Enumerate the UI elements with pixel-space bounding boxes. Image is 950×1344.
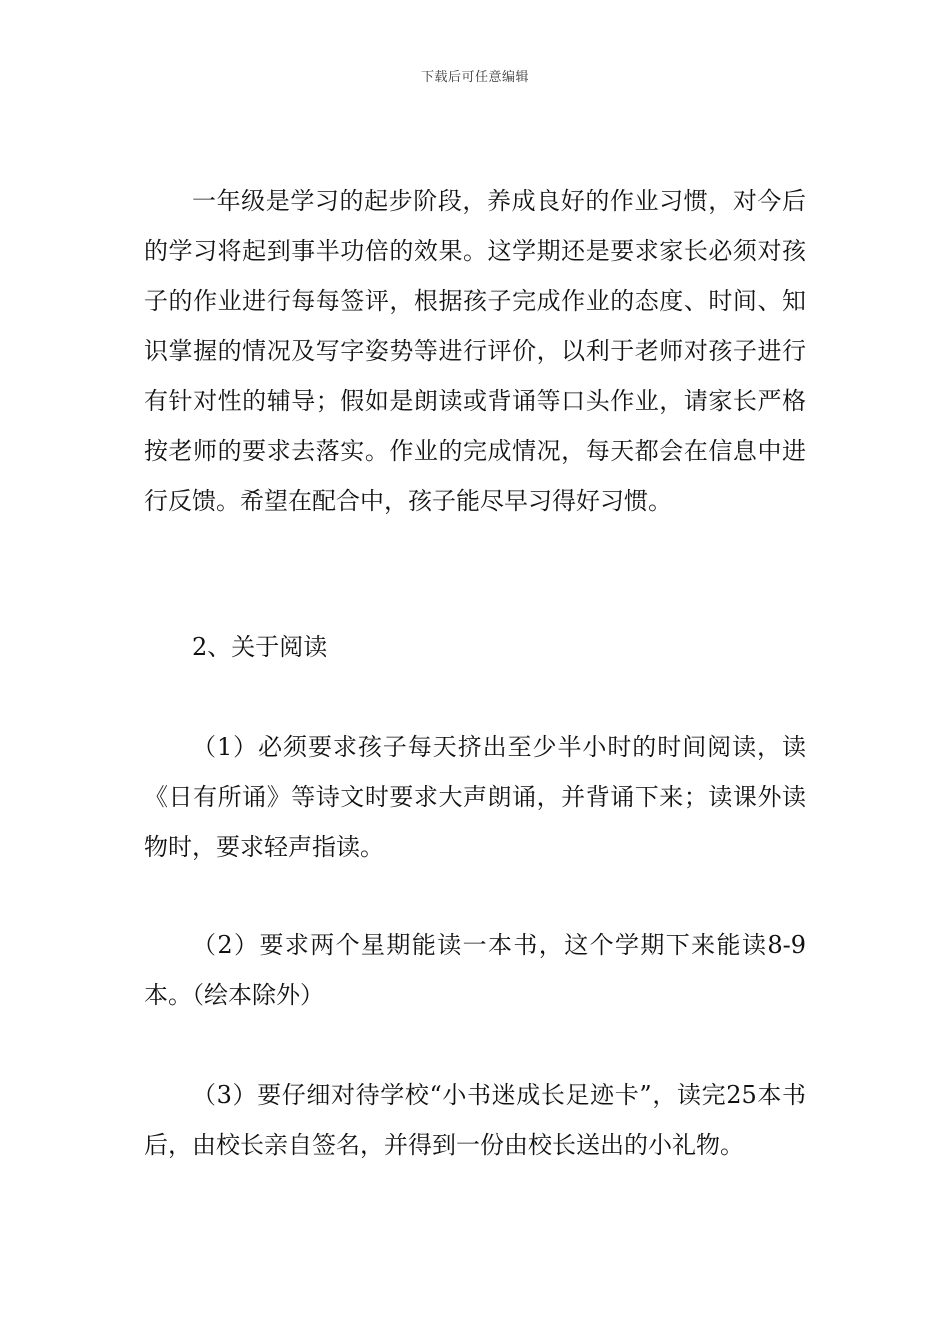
paragraph-homework-habits: 一年级是学习的起步阶段，养成良好的作业习惯，对今后的学习将起到事半功倍的效果。这学期还是要求家长必须对孩子的作业进行每每签评，根据孩子完成作业的态度、时间、知识掌握的情况及写字姿势等进行评价，以利于老师对孩子进行有针对性的辅导；假如是朗读或背诵等口头作业，请家长严格按老师的要求去落实。作业的完成情况，每天都会在信息中进行反馈。希望在配合中，孩子能尽早习得好习惯。 [144,187,806,515]
reading-item-2: （2）要求两个星期能读一本书，这个学期下来能读8-9本。（绘本除外） [144,931,806,1009]
reading-item-1: （1）必须要求孩子每天挤出至少半小时的时间阅读，读《日有所诵》等诗文时要求大声朗诵，并背诵下来；读课外读物时，要求轻声指读。 [144,733,806,861]
section-heading-reading: 2、关于阅读 [192,633,328,661]
reading-item-3: （3）要仔细对待学校“小书迷成长足迹卡”，读完25本书后，由校长亲自签名，并得到一份由校长送出的小礼物。 [144,1081,806,1159]
header-note: 下载后可任意编辑 [420,70,529,85]
